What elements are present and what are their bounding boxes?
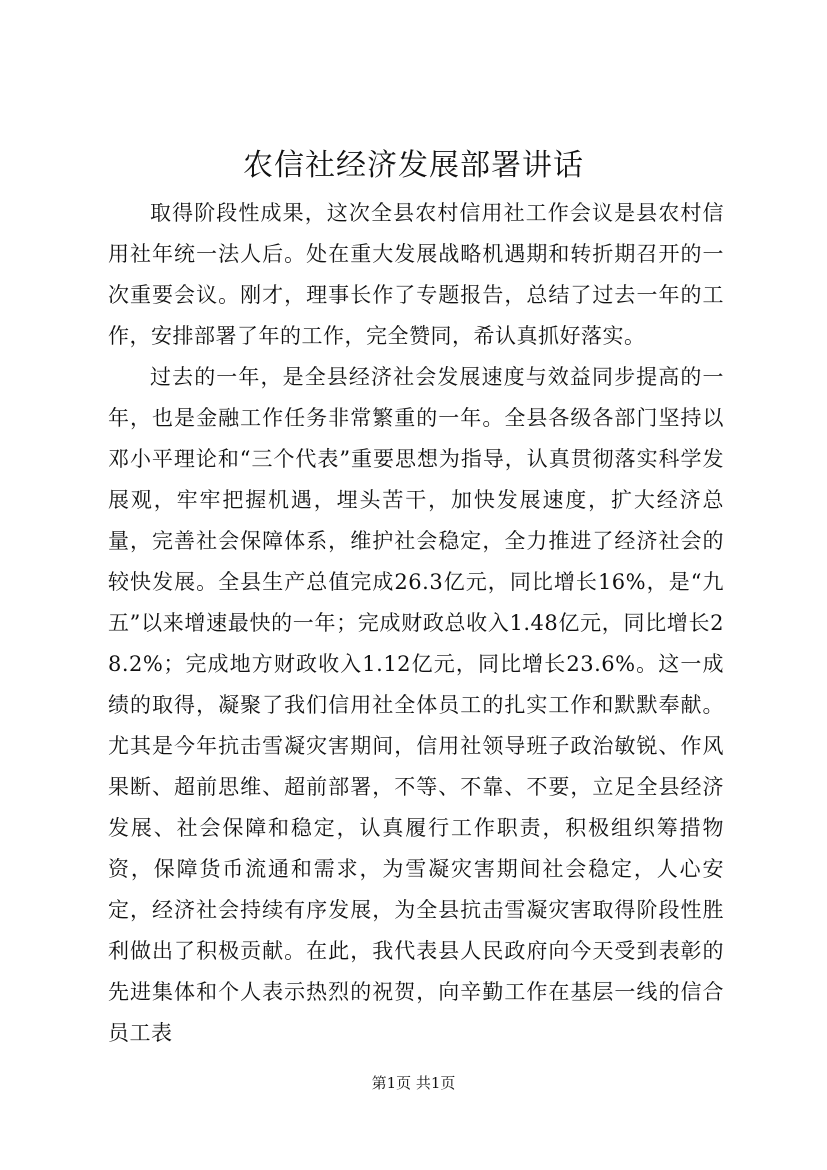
page-number: 第1页 共1页 — [371, 1074, 456, 1092]
document-title: 农信社经济发展部署讲话 — [243, 148, 584, 183]
document-body — [108, 193, 724, 1054]
paragraph-1: 取得阶段性成果，这次全县农村信用社工作会议是县农村信用社年统一法人后。处在重大发展战略机遇期和转折期召开的一次重要会议。刚才，理事长作了专题报告，总结了过去一年的工作，安排部署了年的工作，完全赞同，希认真抓好落实。 — [108, 201, 724, 348]
paragraph-2: 过去的一年，是全县经济社会发展速度与效益同步提高的一年，也是金融工作任务非常繁重的一年。全县各级各部门坚持以邓小平理论和“三个代表”重要思想为指导，认真贯彻落实科学发展观，牢牢把握机遇，埋头苦干，加快发展速度，扩大经济总量，完善社会保障体系，维护社会稳定，全力推进了经济社会的较快发展。全县生产总值完成26.3亿元，同比增长16%，是“九五”以来增速最快的一年；完成财政总收入1.48亿元，同比增长28.2%；完成地方财政收入1.12亿元，同比增长23.6%。这一成绩的取得，凝聚了我们信用社全体员工的扎实工作和默默奉献。尤其是今年抗击雪凝灾害期间，信用社领导班子政治敏锐、作风果断、超前思维、超前部署，不等、不靠、不要，立足全县经济发展、社会保障和稳定，认真履行工作职责，积极组织筹措物资，保障货币流通和需求，为雪凝灾害期间社会稳定，人心安定，经济社会持续有序发展，为全县抗击雪凝灾害取得阶段性胜利做出了积极贡献。在此，我代表县人民政府向今天受到表彰的先进集体和个人表示热烈的祝贺，向辛勤工作在基层一线的信合员工表 — [108, 365, 724, 1045]
